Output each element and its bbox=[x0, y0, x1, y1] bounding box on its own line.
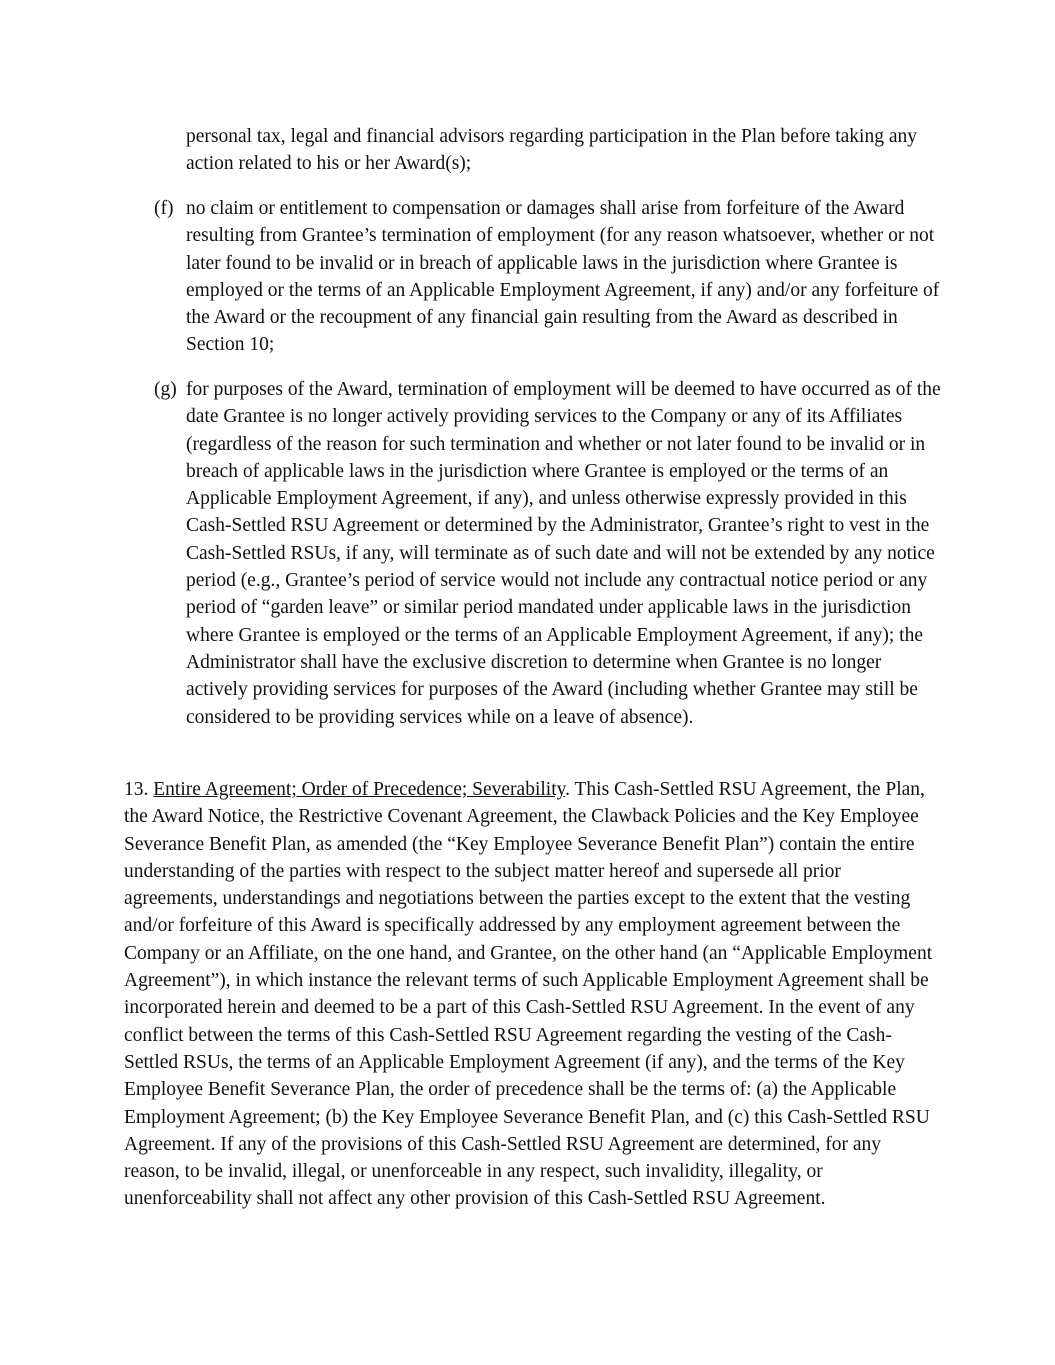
section-body: . This Cash-Settled RSU Agreement, the Plan, the Award Notice, the Restrictive Covenant Agreement, the Clawback Policies and the Key Employee Severance Benefit Plan, as amended (the “Key Employee Severance Benefit Plan”) contain the entire understanding of the parties with respect to the subject matter hereof and supersede all prior agreements, understandings and negotiations between the parties except to the extent that the vesting and/or forfeiture of this Award is specifically addressed by any employment agreement between the Company or an Affiliate, on the one hand, and Grantee, on the other hand (an “Applicable Employment Agreement”), in which instance the relevant terms of such Applicable Employment Agreement shall be incorporated herein and deemed to be a part of this Cash-Settled RSU Agreement. In the event of any conflict between the terms of this Cash-Settled RSU Agreement regarding the vesting of the Cash-Settled RSUs, the terms of an Applicable Employment Agreement (if any), and the terms of the Key Employee Benefit Severance Plan, the order of precedence shall be the terms of: (a) the Applicable Employment Agreement; (b) the Key Employee Severance Benefit Plan, and (c) this Cash-Settled RSU Agreement. If any of the provisions of this Cash-Settled RSU Agreement are determined, for any reason, to be invalid, illegal, or unenforceable in any respect, such invalidity, illegality, or unenforceability shall not affect any other provision of this Cash-Settled RSU Agreement. bbox=[124, 779, 933, 1210]
section-13 bbox=[124, 776, 934, 1213]
list-item-text: for purposes of the Award, termination of employment will be deemed to have occurred as of the date Grantee is no longer actively providing services to the Company or any of its Affiliates (regardless of the reason for such termination and whether or not later found to be invalid or in breach of applicable laws in the jurisdiction where Grantee is employed or the terms of an Applicable Employment Agreement, if any), and unless otherwise expressly provided in this Cash-Settled RSU Agreement or determined by the Administrator, Grantee’s right to vest in the Cash-Settled RSUs, if any, will terminate as of such date and will not be extended by any notice period (e.g., Grantee’s period of service would not include any contractual notice period or any period of “garden leave” or similar period mandated under applicable laws in the jurisdiction where Grantee is employed or the terms of an Applicable Employment Agreement, if any); the Administrator shall have the exclusive discretion to determine when Grantee is no longer actively providing services for purposes of the Award (including whether Grantee may still be considered to be providing services while on a leave of absence). bbox=[186, 379, 941, 728]
list-item-label: (g) bbox=[154, 379, 177, 400]
list-item-f bbox=[154, 195, 946, 359]
section-number: 13. bbox=[124, 779, 149, 800]
list-item-label: (f) bbox=[154, 198, 174, 219]
section-heading: Entire Agreement; Order of Precedence; Severability bbox=[153, 779, 566, 800]
list-item-text: no claim or entitlement to compensation or damages shall arise from forfeiture of the Award resulting from Grantee’s termination of employment (for any reason whatsoever, whether or not later found to be invalid or in breach of applicable laws in the jurisdiction where Grantee is employed or the terms of an Applicable Employment Agreement, if any) and/or any forfeiture of the Award or the recoupment of any financial gain resulting from the Award as described in Section 10; bbox=[186, 198, 940, 356]
continued-paragraph: personal tax, legal and financial advisors regarding participation in the Plan before taking any action related to his or her Award(s); bbox=[186, 126, 918, 175]
list-item-g bbox=[154, 376, 946, 731]
